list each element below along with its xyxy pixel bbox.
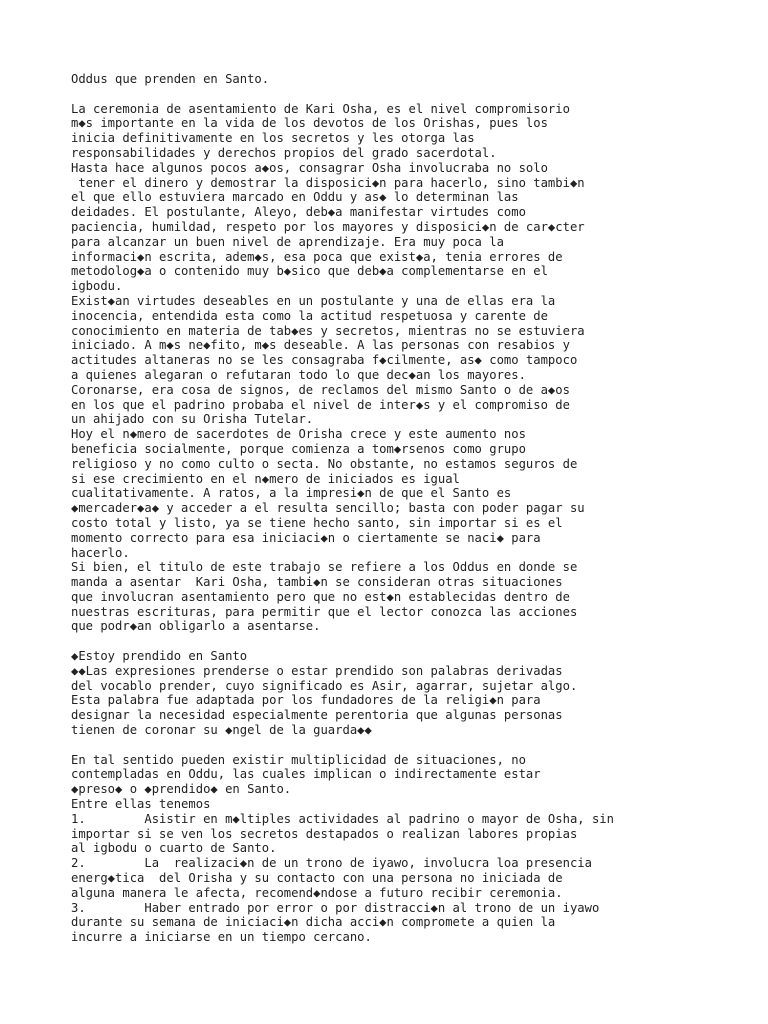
text-line: el que ello estuviera marcado en Oddu y as◆ lo determinan las	[71, 190, 519, 205]
text-line: al igbodu o cuarto de Santo.	[71, 841, 277, 856]
text-line: del vocablo prender, cuyo significado es Asir, agarrar, sujetar algo.	[71, 678, 578, 693]
text-line: responsabilidades y derechos propios del grado sacerdotal.	[71, 145, 497, 160]
text-line: que podr◆an obligarlo a asentarse.	[71, 619, 321, 634]
text-line: paciencia, humildad, respeto por los mayores y disposici◆n de car◆cter	[71, 219, 585, 234]
text-line: Hasta hace algunos pocos a◆os, consagrar Osha involucraba no solo	[71, 160, 548, 175]
text-line: durante su semana de iniciaci◆n dicha acci◆n compromete a quien la	[71, 915, 556, 930]
text-line: nuestras escrituras, para permitir que el lector conozca las acciones	[71, 604, 578, 619]
text-line: deidades. El postulante, Aleyo, deb◆a manifestar virtudes como	[71, 205, 526, 220]
text-line	[71, 634, 761, 649]
text-line: 3. Haber entrado por error o por distracci◆n al trono de un iyawo	[71, 900, 600, 915]
text-line	[71, 738, 761, 753]
text-line: para alcanzar un buen nivel de aprendizaje. Era muy poca la	[71, 234, 504, 249]
text-line: momento correcto para esa iniciaci◆n o ciertamente se naci◆ para	[71, 530, 541, 545]
text-line: ◆◆Las expresiones prenderse o estar prendido son palabras derivadas	[71, 663, 563, 678]
text-line: informaci◆n escrita, adem◆s, esa poca que exist◆a, tenia errores de	[71, 249, 563, 264]
text-line: Coronarse, era cosa de signos, de reclamos del mismo Santo o de a◆os	[71, 382, 570, 397]
text-line: inicia definitivamente en los secretos y les otorga las	[71, 131, 475, 146]
text-line: alguna manera le afecta, recomend◆ndose a futuro recibir ceremonia.	[71, 885, 563, 900]
text-line: en los que el padrino probaba el nivel de inter◆s y el compromiso de	[71, 397, 570, 412]
text-line: energ◆tica del Orisha y su contacto con una persona no iniciada de	[71, 871, 563, 886]
text-line: igbodu.	[71, 279, 123, 294]
text-line: ◆mercader◆a◆ y acceder a el resulta sencillo; basta con poder pagar su	[71, 501, 585, 516]
text-line: metodolog◆a o contenido muy b◆sico que deb◆a complementarse en el	[71, 264, 548, 279]
text-line: inocencia, entendida esta como la actitud respetuosa y carente de	[71, 308, 548, 323]
text-line: hacerlo.	[71, 545, 130, 560]
text-line: ◆preso◆ o ◆prendido◆ en Santo.	[71, 782, 292, 797]
text-line: Si bien, el titulo de este trabajo se refiere a los Oddus en donde se	[71, 560, 578, 575]
text-line: Exist◆an virtudes deseables en un postulante y una de ellas era la	[71, 293, 556, 308]
text-line: importar si se ven los secretos destapados o realizan labores propias	[71, 826, 578, 841]
text-line: manda a asentar Kari Osha, tambi◆n se consideran otras situaciones	[71, 575, 563, 590]
text-line: costo total y listo, ya se tiene hecho santo, sin importar si es el	[71, 515, 563, 530]
text-line: si ese crecimiento en el n◆mero de iniciados es igual	[71, 471, 460, 486]
text-line: iniciado. A m◆s ne◆fito, m◆s deseable. A las personas con resabios y	[71, 338, 570, 353]
text-line: religioso y no como culto o secta. No obstante, no estamos seguros de	[71, 456, 578, 471]
text-line: beneficia socialmente, porque comienza a tom◆rsenos como grupo	[71, 441, 526, 456]
text-line: 2. La realizaci◆n de un trono de iyawo, involucra loa presencia	[71, 856, 592, 871]
text-line: Hoy el n◆mero de sacerdotes de Orisha crece y este aumento nos	[71, 427, 526, 442]
text-line: La ceremonia de asentamiento de Kari Osha, es el nivel compromisorio	[71, 101, 570, 116]
text-line: Entre ellas tenemos	[71, 797, 211, 812]
text-line: ◆Estoy prendido en Santo	[71, 649, 248, 664]
text-line: tienen de coronar su ◆ngel de la guarda◆◆	[71, 723, 372, 738]
document-body-text	[71, 72, 761, 945]
document-title: Oddus que prenden en Santo.	[71, 72, 270, 86]
text-line: incurre a iniciarse en un tiempo cercano.	[71, 930, 372, 945]
text-line: designar la necesidad especialmente perentoria que algunas personas	[71, 708, 563, 723]
text-line: cualitativamente. A ratos, a la impresi◆n de que el Santo es	[71, 486, 512, 501]
text-line: tener el dinero y demostrar la disposici◆n para hacerlo, sino tambi◆n	[71, 175, 585, 190]
text-line: que involucran asentamiento pero que no est◆n establecidas dentro de	[71, 589, 570, 604]
text-line	[71, 87, 761, 102]
text-line: actitudes altaneras no se les consagraba f◆cilmente, as◆ como tampoco	[71, 353, 578, 368]
text-line: un ahijado con su Orisha Tutelar.	[71, 412, 314, 427]
text-line: 1. Asistir en m◆ltiples actividades al padrino o mayor de Osha, sin	[71, 811, 614, 826]
text-line: m◆s importante en la vida de los devotos de los Orishas, pues los	[71, 116, 548, 131]
text-line: a quienes alegaran o refutaran todo lo que dec◆an los mayores.	[71, 367, 526, 382]
text-line: contempladas en Oddu, las cuales implican o indirectamente estar	[71, 767, 541, 782]
text-line: conocimiento en materia de tab◆es y secretos, mientras no se estuviera	[71, 323, 585, 338]
text-line: Esta palabra fue adaptada por los fundadores de la religi◆n para	[71, 693, 541, 708]
text-line: En tal sentido pueden existir multiplicidad de situaciones, no	[71, 752, 526, 767]
